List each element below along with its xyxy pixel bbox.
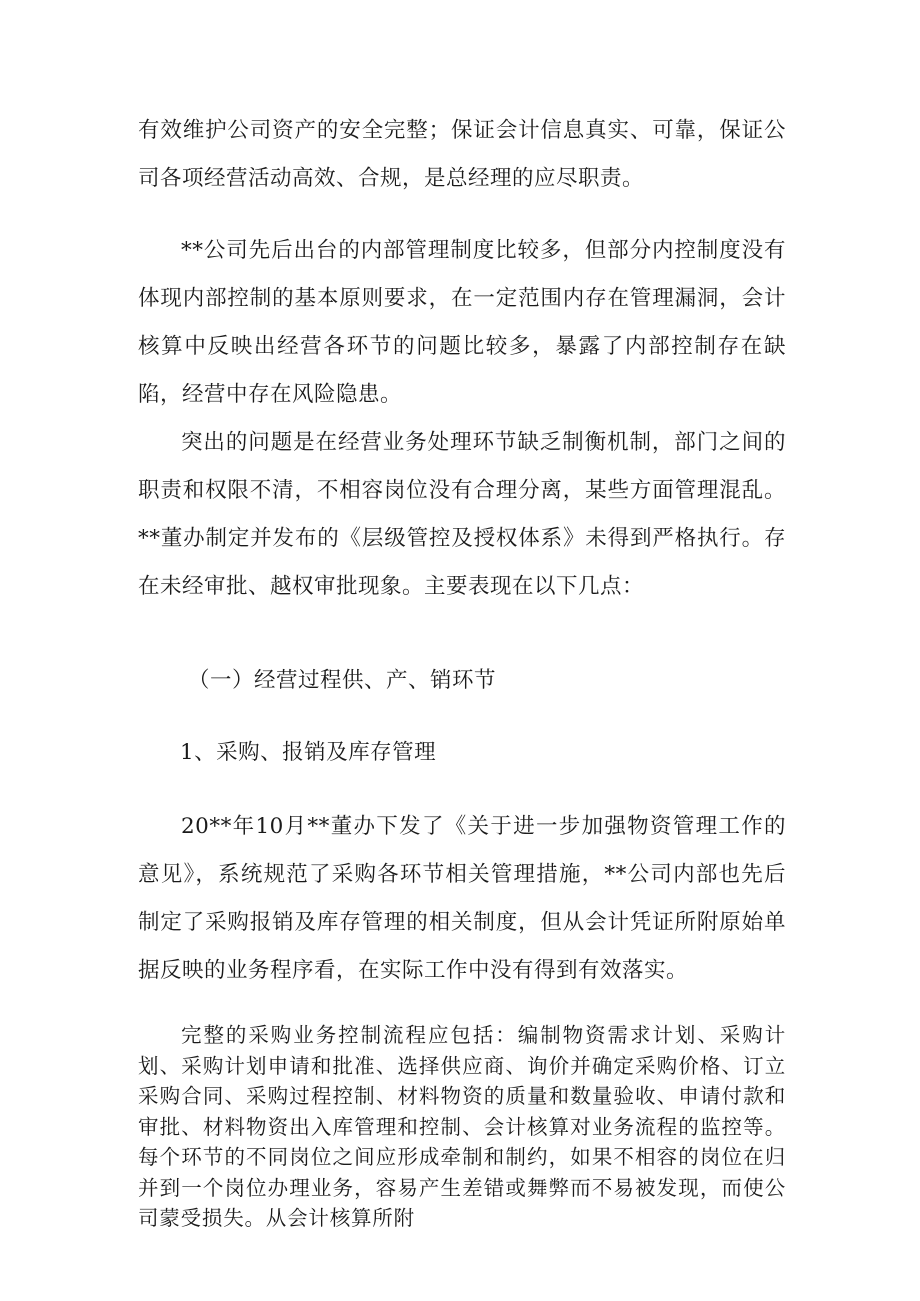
paragraph-responsibility: 有效维护公司资产的安全完整；保证会计信息真实、可靠，保证公司各项经营活动高效、合规，是总经理的应尽职责。: [138, 118, 786, 191]
subsection-heading: 1、采购、报销及库存管理: [180, 740, 437, 765]
paragraph-procurement-process: 完整的采购业务控制流程应包括：编制物资需求计划、采购计划、采购计划申请和批准、选择供应商、询价并确定采购价格、订立采购合同、采购过程控制、材料物资的质量和数量验收、申请付款和审批、材料物资出入库管理和控制、会计核算对业务流程的监控等。每个环节的不同岗位之间应形成牵制和制约，如果不相容的岗位在归并到一个岗位办理业务，容易产生差错或舞弊而不易被发现，而使公司蒙受损失。从会计核算所附: [138, 1023, 786, 1230]
paragraph-procurement-regulation: 20**年10月**董办下发了《关于进一步加强物资管理工作的意见》，系统规范了采购各环节相关管理措施，**公司内部也先后制定了采购报销及库存管理的相关制度，但从会计凭证所附原始单据反映的业务程序看，在实际工作中没有得到有效落实。: [138, 814, 786, 983]
section-heading: （一）经营过程供、产、销环节: [188, 668, 497, 693]
paragraph-prominent-issues: 突出的问题是在经营业务处理环节缺乏制衡机制，部门之间的职责和权限不清，不相容岗位没有合理分离，某些方面管理混乱。**董办制定并发布的《层级管控及授权体系》未得到严格执行。存在未经审批、越权审批现象。主要表现在以下几点：: [138, 430, 786, 599]
paragraph-internal-control-defects: **公司先后出台的内部管理制度比较多，但部分内控制度没有体现内部控制的基本原则要求，在一定范围内存在管理漏洞，会计核算中反映出经营各环节的问题比较多，暴露了内部控制存在缺陷，经营中存在风险隐患。: [138, 238, 786, 407]
